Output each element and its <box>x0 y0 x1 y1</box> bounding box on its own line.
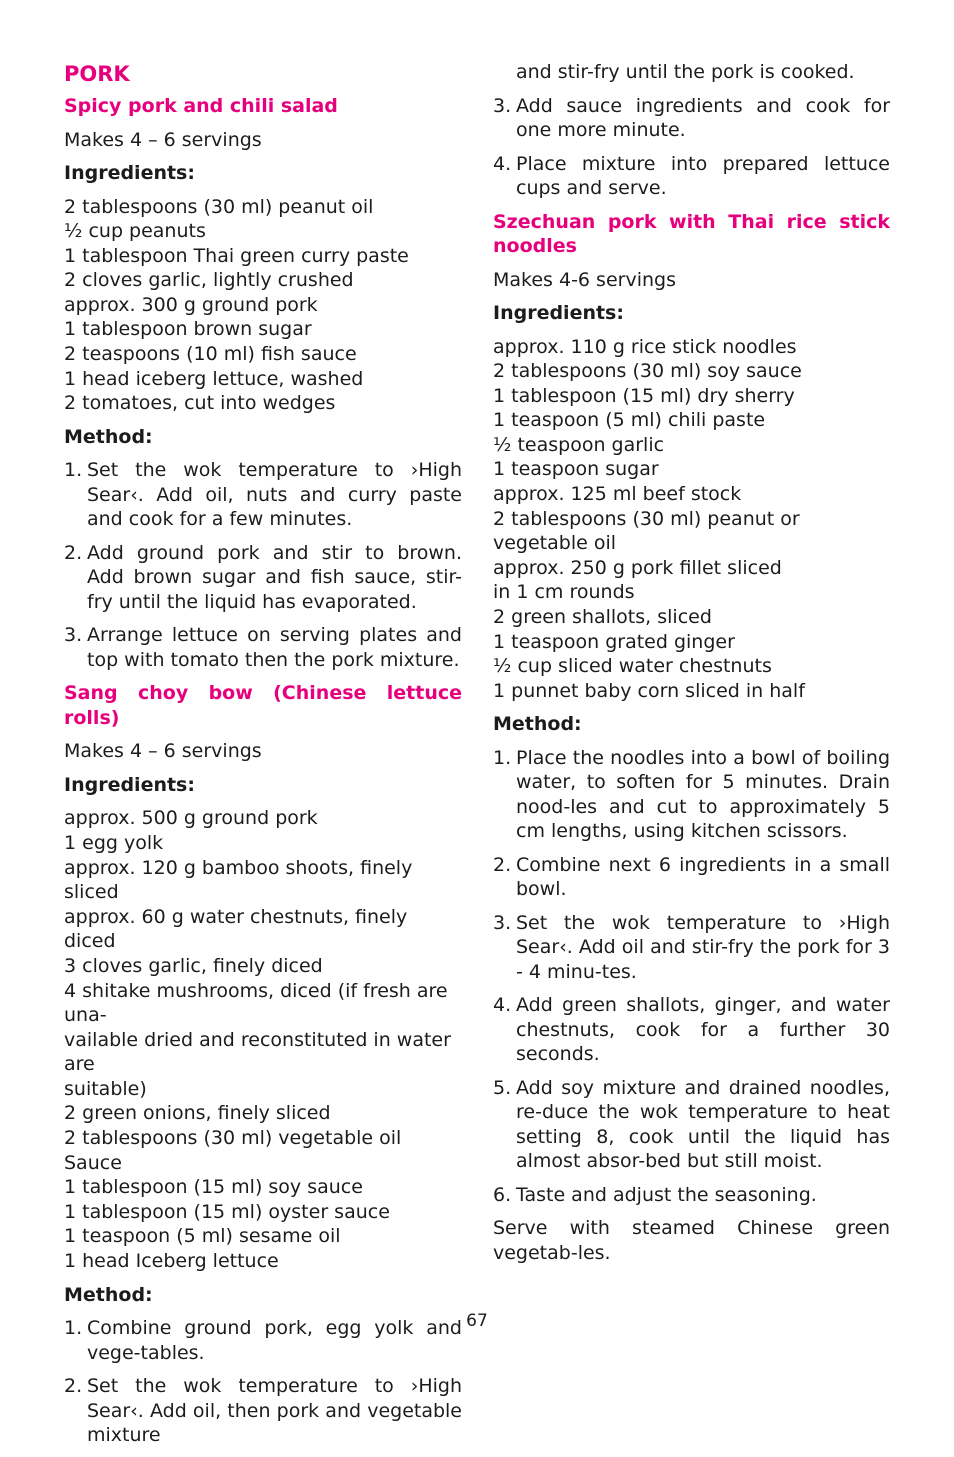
ingredient-item: 1 punnet baby corn sliced in half <box>493 679 805 702</box>
step-number: 1. <box>64 459 83 482</box>
method-steps <box>64 1316 462 1448</box>
servings-text: Makes 4 – 6 servings <box>64 740 262 763</box>
serving-suggestion: Serve with steamed Chinese green vegetab-les. <box>493 1217 890 1264</box>
step-number: 3. <box>493 94 512 117</box>
ingredient-item: 1 teaspoon (5 ml) chili paste <box>493 409 766 432</box>
ingredient-item: approx. 60 g water chestnuts, finely diced <box>64 905 408 953</box>
servings-text: Makes 4-6 servings <box>493 268 676 291</box>
method-step <box>493 152 890 201</box>
ingredient-item: 3 cloves garlic, finely diced <box>64 954 323 977</box>
ingredient-item: approx. 250 g pork fillet sliced <box>493 556 782 579</box>
method-steps <box>493 746 890 1208</box>
ingredients-heading: Ingredients: <box>493 302 624 324</box>
step-text: Add ground pork and stir to brown. Add brown sugar and fish sauce, stir-fry until the liquid has evaporated. <box>87 541 462 613</box>
method-step <box>493 94 890 143</box>
ingredient-item: 1 egg yolk <box>64 831 164 854</box>
ingredient-item: in 1 cm rounds <box>493 581 635 604</box>
ingredient-item: 1 tablespoon brown sugar <box>64 318 312 341</box>
ingredient-item: suitable) <box>64 1077 147 1100</box>
step-text: Combine ground pork, egg yolk and vege-tables. <box>87 1317 462 1364</box>
ingredient-item: approx. 125 ml beef stock <box>493 483 742 506</box>
step-number: 1. <box>493 746 512 769</box>
step-text: Place mixture into prepared lettuce cups and serve. <box>516 152 890 199</box>
step-number: 5. <box>493 1076 512 1099</box>
section-title: PORK <box>64 62 130 86</box>
ingredient-item: 1 teaspoon sugar <box>493 458 659 481</box>
method-steps-continued <box>493 60 890 201</box>
method-step <box>493 746 890 844</box>
ingredients-list <box>64 195 462 416</box>
ingredients-list <box>493 335 890 704</box>
step-text: Place the noodles into a bowl of boiling water, to soften for 5 minutes. Drain nood-les and cut to approximately 5 cm lengths, using kitchen scissors. <box>516 746 890 843</box>
method-step <box>493 1076 890 1174</box>
step-text: Add soy mixture and drained noodles, re-duce the wok temperature to heat setting 8, cook until the liquid has almost absor-bed but still moist. <box>516 1076 890 1173</box>
method-heading: Method: <box>64 1283 153 1306</box>
step-text: Set the wok temperature to ›High Sear‹. Add oil, nuts and curry paste and cook for a few minutes. <box>87 459 462 531</box>
ingredient-item: approx. 110 g rice stick noodles <box>493 335 797 358</box>
step-number: 4. <box>493 152 512 175</box>
method-step-continued <box>493 60 890 85</box>
left-column <box>64 60 462 1457</box>
step-text: Add sauce ingredients and cook for one more minute. <box>516 94 890 141</box>
ingredient-item: 2 cloves garlic, lightly crushed <box>64 269 354 292</box>
method-step <box>64 1374 462 1448</box>
method-heading: Method: <box>64 425 153 448</box>
ingredient-item: 4 shitake mushrooms, diced (if fresh are una- <box>64 979 448 1027</box>
step-text: Arrange lettuce on serving plates and top with tomato then the pork mixture. <box>87 624 462 671</box>
recipe-title-sang-choy-bow: Sang choy bow (Chinese lettuce rolls) <box>64 682 462 729</box>
ingredient-item: 1 teaspoon (5 ml) sesame oil <box>64 1225 341 1248</box>
ingredient-item: 1 teaspoon grated ginger <box>493 630 735 653</box>
ingredient-item: 2 tablespoons (30 ml) peanut or <box>493 507 800 530</box>
page-number: 67 <box>466 1311 488 1331</box>
recipe-title-spicy-pork: Spicy pork and chili salad <box>64 95 338 117</box>
step-number: 1. <box>64 1317 83 1340</box>
step-text: Set the wok temperature to ›High Sear‹. Add oil, then pork and vegetable mixture <box>87 1375 462 1447</box>
ingredient-item: ½ cup sliced water chestnuts <box>493 655 772 678</box>
ingredient-item: 2 tablespoons (30 ml) vegetable oil Sauce <box>64 1127 402 1174</box>
method-step <box>64 623 462 672</box>
ingredient-item: 1 tablespoon (15 ml) soy sauce <box>64 1176 363 1199</box>
method-step <box>64 458 462 532</box>
step-number: 3. <box>493 911 512 934</box>
ingredient-item: 2 green onions, finely sliced <box>64 1102 331 1125</box>
ingredient-item: 1 tablespoon (15 ml) dry sherry <box>493 384 795 407</box>
ingredients-list <box>64 806 462 1273</box>
ingredients-heading: Ingredients: <box>64 162 195 184</box>
step-text: Set the wok temperature to ›High Sear‹. Add oil and stir-fry the pork for 3 - 4 minu-tes. <box>516 911 890 983</box>
ingredient-item: approx. 120 g bamboo shoots, finely sliced <box>64 856 413 904</box>
method-step <box>493 853 890 902</box>
method-step <box>493 993 890 1067</box>
step-number: 2. <box>493 853 512 876</box>
ingredient-item: 2 green shallots, sliced <box>493 606 712 629</box>
method-step <box>493 1183 890 1208</box>
ingredients-heading: Ingredients: <box>64 773 195 796</box>
step-number: 6. <box>493 1183 512 1206</box>
step-number: 3. <box>64 624 83 647</box>
step-text: Combine next 6 ingredients in a small bowl. <box>516 853 890 901</box>
ingredient-item: ½ cup peanuts <box>64 220 206 243</box>
ingredient-item: 2 teaspoons (10 ml) fish sauce <box>64 343 357 366</box>
ingredient-item: 2 tomatoes, cut into wedges <box>64 392 336 415</box>
ingredient-item: 1 head iceberg lettuce, washed <box>64 367 364 390</box>
recipe-title-szechuan-pork: Szechuan pork with Thai rice stick noodles <box>493 210 890 257</box>
ingredient-item: 1 tablespoon Thai green curry paste <box>64 244 409 267</box>
step-text: Add green shallots, ginger, and water chestnuts, cook for a further 30 seconds. <box>516 994 890 1066</box>
ingredient-item: 2 tablespoons (30 ml) soy sauce <box>493 360 802 383</box>
ingredient-item: 2 tablespoons (30 ml) peanut oil <box>64 195 374 218</box>
method-step <box>493 911 890 985</box>
method-steps <box>64 458 462 672</box>
ingredient-item: 1 head Iceberg lettuce <box>64 1250 279 1273</box>
ingredient-item: 1 tablespoon (15 ml) oyster sauce <box>64 1200 390 1223</box>
ingredient-item: approx. 300 g ground pork <box>64 293 318 316</box>
servings-text: Makes 4 – 6 servings <box>64 128 262 151</box>
ingredient-item: ½ teaspoon garlic <box>493 433 665 456</box>
right-column <box>493 60 890 1274</box>
step-number: 4. <box>493 994 512 1017</box>
method-step <box>64 541 462 615</box>
method-heading: Method: <box>493 713 582 736</box>
ingredient-item: vailable dried and reconstituted in water are <box>64 1028 451 1076</box>
step-text: Taste and adjust the seasoning. <box>516 1183 817 1206</box>
ingredient-item: approx. 500 g ground pork <box>64 807 318 830</box>
step-number: 2. <box>64 541 83 564</box>
ingredient-item: vegetable oil <box>493 532 617 555</box>
step-number: 2. <box>64 1375 83 1398</box>
step-text: and stir-fry until the pork is cooked. <box>516 61 855 83</box>
